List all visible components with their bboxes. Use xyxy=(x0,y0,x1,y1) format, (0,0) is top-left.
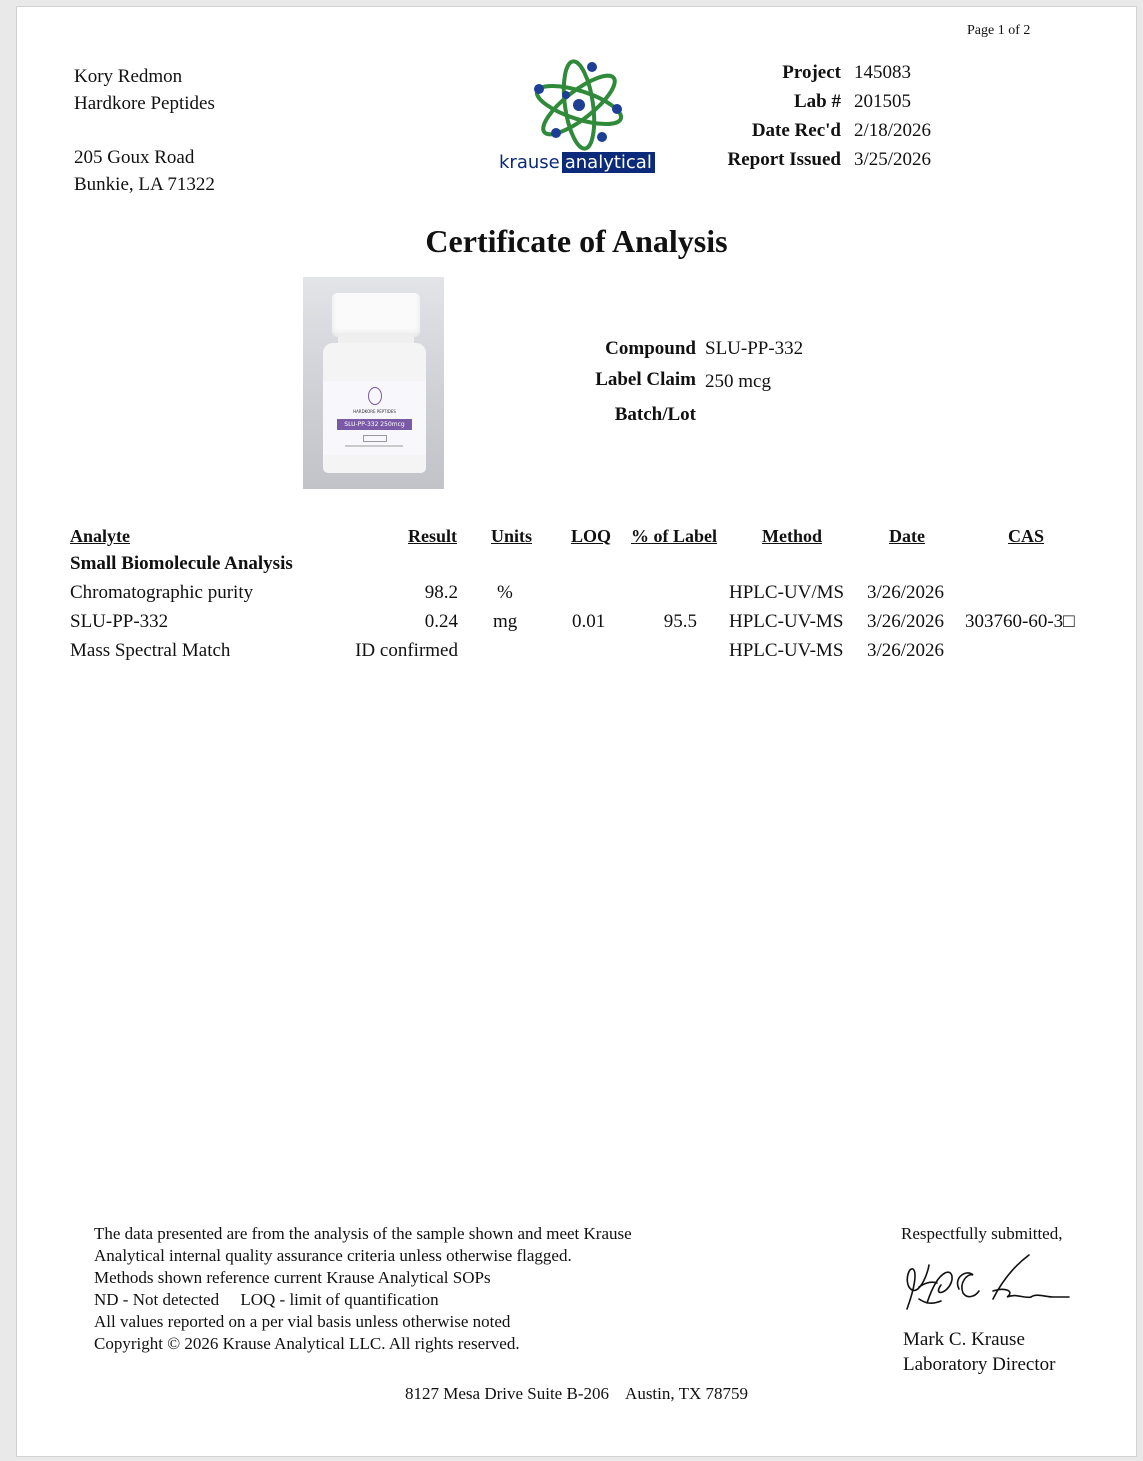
cell-loq: 0.01 xyxy=(572,611,606,632)
signer-name: Mark C. Krause xyxy=(903,1329,1025,1350)
date-received-row xyxy=(717,120,1037,149)
report-issued-value: 3/25/2026 xyxy=(854,149,932,170)
footer-line: All values reported on a per vial basis unless otherwise noted xyxy=(94,1312,511,1331)
certificate-page xyxy=(16,6,1137,1457)
logo-word-analytical: analytical xyxy=(562,152,655,173)
submitted-text: Respectfully submitted, xyxy=(901,1224,1063,1243)
client-city: Bunkie, LA 71322 xyxy=(74,174,215,195)
date-received-value: 2/18/2026 xyxy=(854,120,932,141)
cell-percent: 95.5 xyxy=(663,611,697,632)
client-street: 205 Goux Road xyxy=(74,147,195,168)
footer-line: ND - Not detected LOQ - limit of quantification xyxy=(94,1290,439,1309)
photo-brand-text: HARDKORE PEPTIDES xyxy=(353,409,396,414)
cell-analyte: Mass Spectral Match xyxy=(70,640,231,661)
bottle-cap xyxy=(332,293,420,337)
brand-logo-icon xyxy=(368,387,382,405)
client-name: Kory Redmon xyxy=(74,66,183,87)
cell-units: mg xyxy=(493,611,518,632)
cell-cas: 303760-60-3□ xyxy=(965,611,1075,632)
header-method: Method xyxy=(762,526,822,546)
cell-method: HPLC-UV-MS xyxy=(729,640,844,661)
cell-analyte: Chromatographic purity xyxy=(70,582,254,603)
batch-lot-label: Batch/Lot xyxy=(614,404,696,425)
cell-date: 3/26/2026 xyxy=(867,611,945,632)
client-company: Hardkore Peptides xyxy=(74,93,215,114)
footer-line: Methods shown reference current Krause Analytical SOPs xyxy=(94,1268,491,1287)
compound-label: Compound xyxy=(605,338,696,359)
sample-photo xyxy=(303,277,444,489)
signer-title: Laboratory Director xyxy=(903,1354,1056,1375)
logo-wordmark xyxy=(499,152,655,174)
cell-date: 3/26/2026 xyxy=(867,640,945,661)
header-units: Units xyxy=(491,526,533,546)
photo-product-text: SLU-PP-332 250mcg xyxy=(337,419,412,430)
footer-line: The data presented are from the analysis of the sample shown and meet Krause xyxy=(94,1224,632,1243)
header-date: Date xyxy=(889,526,925,546)
project-value: 145083 xyxy=(854,62,911,83)
page-title: Certificate of Analysis xyxy=(425,223,728,259)
page-number: Page 1 of 2 xyxy=(967,23,1031,38)
lab-number-value: 201505 xyxy=(854,91,911,112)
photo-label-box xyxy=(363,435,387,442)
atom-icon xyxy=(499,55,659,153)
header-loq: LOQ xyxy=(571,526,612,546)
compound-value: SLU-PP-332 xyxy=(705,338,804,359)
lab-number-row xyxy=(717,91,1037,120)
project-row xyxy=(717,62,1037,91)
header-analyte: Analyte xyxy=(70,526,130,546)
report-issued-label: Report Issued xyxy=(727,149,841,170)
date-received-label: Date Rec'd xyxy=(751,120,841,141)
client-block xyxy=(74,63,215,198)
cell-result: 0.24 xyxy=(424,611,458,632)
cell-date: 3/26/2026 xyxy=(867,582,945,603)
header-result: Result xyxy=(408,526,457,546)
footer-line: Analytical internal quality assurance criteria unless otherwise flagged. xyxy=(94,1246,572,1265)
footer-notes xyxy=(94,1223,632,1355)
cell-method: HPLC-UV/MS xyxy=(729,582,845,603)
lab-address: 8127 Mesa Drive Suite B-206 Austin, TX 78759 xyxy=(405,1384,748,1403)
signature-image xyxy=(897,1247,1077,1327)
bottle-label xyxy=(323,381,426,455)
cell-analyte: SLU-PP-332 xyxy=(70,611,169,632)
header-percent-of-label: % of Label xyxy=(631,526,718,546)
logo-word-krause: krause xyxy=(499,152,560,173)
footer-line: Copyright © 2026 Krause Analytical LLC. All rights reserved. xyxy=(94,1334,520,1353)
krause-logo xyxy=(499,55,659,175)
report-issued-row xyxy=(717,149,1037,178)
cell-result: 98.2 xyxy=(424,582,458,603)
header-cas: CAS xyxy=(1008,526,1045,546)
project-label: Project xyxy=(782,62,841,83)
lab-number-label: Lab # xyxy=(794,91,841,112)
cell-method: HPLC-UV-MS xyxy=(729,611,844,632)
section-title: Small Biomolecule Analysis xyxy=(70,553,293,574)
cell-units: % xyxy=(497,582,513,603)
cell-result: ID confirmed xyxy=(355,640,458,661)
photo-label-fineprint xyxy=(345,445,403,447)
label-claim-label: Label Claim xyxy=(595,369,696,390)
label-claim-value: 250 mcg xyxy=(705,371,771,392)
